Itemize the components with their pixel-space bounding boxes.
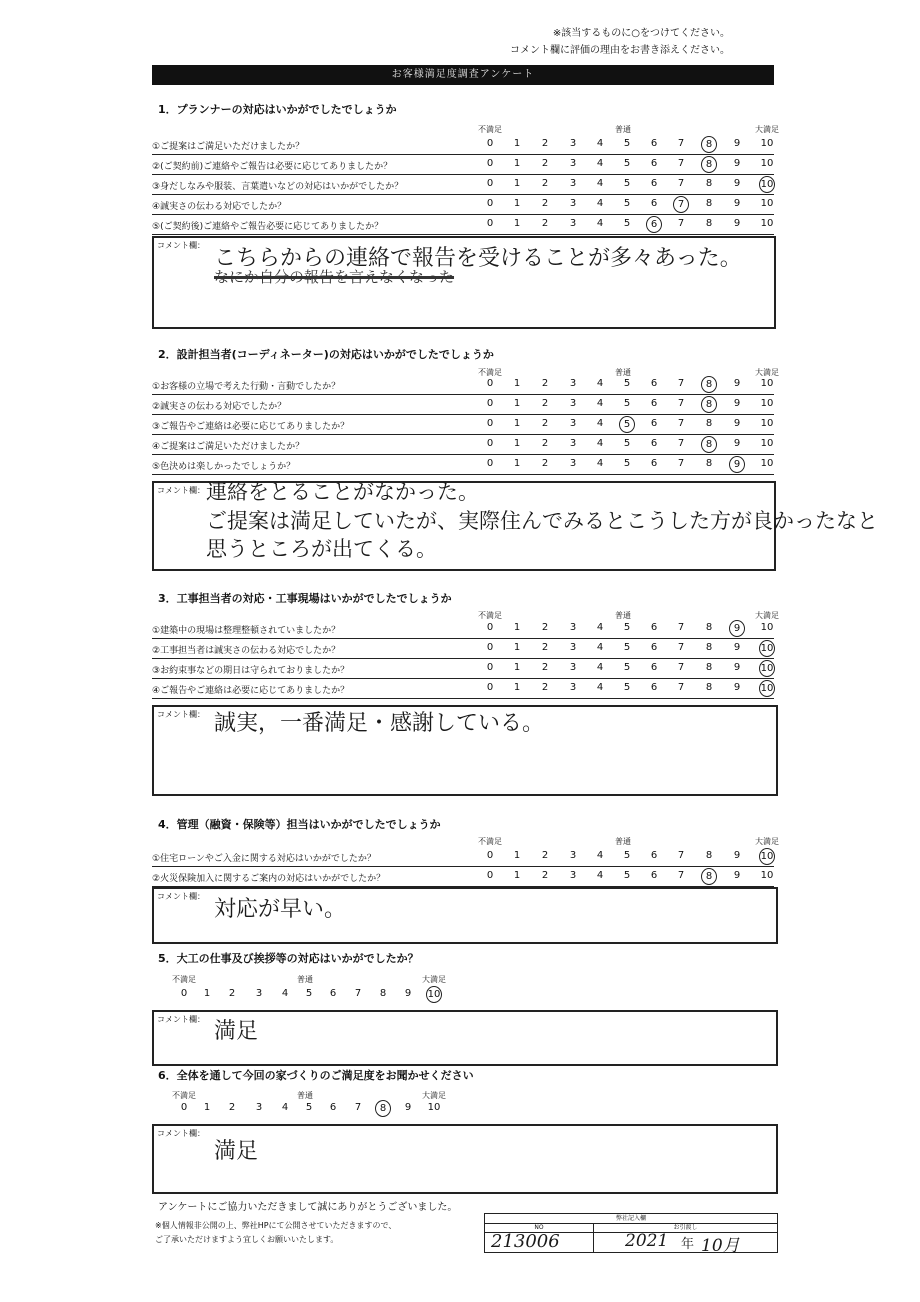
rating-option: 3 <box>569 398 577 409</box>
rating-option: 5 <box>623 178 631 189</box>
question-text: ①建築中の現場は整理整頓されていましたか？ <box>152 626 341 636</box>
question-row <box>152 134 774 155</box>
scale-label-low: 不満足 <box>478 837 502 846</box>
rating-option: 8 <box>705 198 713 209</box>
rating-option: 5 <box>623 218 631 229</box>
rating-option: 9 <box>733 398 741 409</box>
question-row <box>152 154 774 175</box>
question-row <box>152 454 774 475</box>
rating-option: 9 <box>733 198 741 209</box>
rating-option: 5 <box>623 870 631 881</box>
privacy-note-1: ※個人情報非公開の上、弊社HPにて公開させていただきますので、 <box>155 1221 397 1230</box>
rating-option: 6 <box>650 642 658 653</box>
rating-option: 10 <box>760 870 774 881</box>
rating-option: 5 <box>623 158 631 169</box>
selected-rating: 10 <box>426 986 442 1003</box>
rating-option: 6 <box>650 622 658 633</box>
question-text: ②工事担当者は誠実さの伝わる対応でしたか？ <box>152 646 341 656</box>
question-text: ④ご提案はご満足いただけましたか？ <box>152 442 305 452</box>
rating-option: 6 <box>650 178 658 189</box>
rating-option: 4 <box>596 178 604 189</box>
rating-option: 1 <box>513 642 521 653</box>
rating-option: 2 <box>541 378 549 389</box>
rating-option: 1 <box>513 178 521 189</box>
rating-option: 2 <box>541 642 549 653</box>
section-4-title: 4．管理（融資・保険等）担当はいかがでしたでしょうか <box>158 818 441 831</box>
privacy-note-2: ご了承いただけますよう宜しくお願いいたします。 <box>155 1235 339 1244</box>
rating-option: 4 <box>596 398 604 409</box>
rating-option: 9 <box>733 682 741 693</box>
rating-option: 3 <box>569 458 577 469</box>
rating-option: 9 <box>733 138 741 149</box>
rating-option: 0 <box>486 662 494 673</box>
selected-rating: 8 <box>701 376 717 393</box>
struck-out-comment: なにか自分の報告を言えなくなった <box>214 268 455 286</box>
rating-option: 6 <box>650 378 658 389</box>
question-text: ①お客様の立場で考えた行動・言動でしたか？ <box>152 382 341 392</box>
question-text: ②(ご契約前)ご連絡やご報告は必要に応じてありましたか？ <box>152 162 393 172</box>
selected-rating: 10 <box>759 680 775 697</box>
instruction-note-2: コメント欄に評価の理由をお書き添えください。 <box>510 45 730 56</box>
rating-option: 4 <box>596 138 604 149</box>
rating-option: 9 <box>733 438 741 449</box>
rating-option: 8 <box>379 988 387 999</box>
scale-label-low: 不満足 <box>478 368 502 377</box>
rating-option: 8 <box>705 662 713 673</box>
scale-label-mid: 普通 <box>615 368 631 377</box>
rating-option: 9 <box>733 662 741 673</box>
rating-option: 4 <box>596 198 604 209</box>
question-row <box>152 214 774 235</box>
rating-option: 3 <box>569 198 577 209</box>
section-2-title: 2．設計担当者(コーディネーター)の対応はいかがでしたでしょうか <box>158 348 494 361</box>
rating-option: 4 <box>281 1102 289 1113</box>
selected-rating: 8 <box>701 396 717 413</box>
rating-option: 1 <box>513 398 521 409</box>
rating-option: 6 <box>329 1102 337 1113</box>
rating-option: 6 <box>650 682 658 693</box>
rating-option: 6 <box>650 438 658 449</box>
rating-option: 1 <box>513 378 521 389</box>
rating-option: 4 <box>596 438 604 449</box>
question-row <box>152 638 774 659</box>
handwritten-comment: ご提案は満足していたが、実際住んでみるとこうした方が良かったなと <box>206 509 878 533</box>
rating-option: 7 <box>677 850 685 861</box>
question-row <box>152 374 774 395</box>
rating-option: 4 <box>596 418 604 429</box>
rating-option: 5 <box>623 682 631 693</box>
rating-option: 10 <box>760 438 774 449</box>
rating-option: 0 <box>486 138 494 149</box>
rating-option: 9 <box>733 870 741 881</box>
rating-option: 6 <box>650 662 658 673</box>
selected-rating: 8 <box>701 136 717 153</box>
rating-option: 4 <box>596 378 604 389</box>
rating-option: 3 <box>569 218 577 229</box>
question-row <box>152 414 774 435</box>
rating-option: 7 <box>677 398 685 409</box>
rating-option: 10 <box>760 458 774 469</box>
section-3-title: 3．工事担当者の対応・工事現場はいかがでしたでしょうか <box>158 592 452 605</box>
selected-rating: 8 <box>701 156 717 173</box>
question-text: ④誠実さの伝わる対応でしたか？ <box>152 202 287 212</box>
question-text: ②火災保険加入に関するご案内の対応はいかがでしたか？ <box>152 874 386 884</box>
rating-option: 7 <box>677 662 685 673</box>
rating-option: 10 <box>760 218 774 229</box>
rating-option: 8 <box>705 850 713 861</box>
rating-option: 7 <box>677 622 685 633</box>
rating-option: 5 <box>305 988 313 999</box>
rating-option: 1 <box>513 158 521 169</box>
rating-option: 3 <box>569 418 577 429</box>
rating-option: 9 <box>733 158 741 169</box>
rating-option: 10 <box>760 418 774 429</box>
rating-option: 0 <box>486 158 494 169</box>
rating-option: 4 <box>596 458 604 469</box>
scale-label-high: 大満足 <box>755 368 779 377</box>
handover-label: お引渡し <box>594 1223 777 1233</box>
selected-rating: 10 <box>759 848 775 865</box>
question-text: ③お約束事などの期日は守られておりましたか？ <box>152 666 350 676</box>
comment-label: コメント欄： <box>157 710 205 719</box>
rating-option: 5 <box>305 1102 313 1113</box>
handwritten-comment: 連絡をとることがなかった。 <box>206 480 479 504</box>
handwritten-comment: 満足 <box>214 1019 259 1044</box>
rating-option: 8 <box>705 178 713 189</box>
survey-title-bar: お客様満足度調査アンケート <box>152 65 774 85</box>
section-6-title: 6．全体を通して今回の家づくりのご満足度をお聞かせください <box>158 1069 474 1082</box>
rating-option: 2 <box>541 138 549 149</box>
rating-option: 5 <box>623 458 631 469</box>
rating-option: 2 <box>228 1102 236 1113</box>
rating-option: 6 <box>650 198 658 209</box>
rating-option: 2 <box>541 850 549 861</box>
comment-label: コメント欄： <box>157 892 205 901</box>
handwritten-comment: 誠実，一番満足・感謝している。 <box>214 711 545 736</box>
rating-option: 4 <box>281 988 289 999</box>
question-row <box>152 434 774 455</box>
question-text: ⑤色決めは楽しかったでしょうか？ <box>152 462 296 472</box>
question-text: ①住宅ローンやご入金に関する対応はいかがでしたか？ <box>152 854 376 864</box>
rating-option: 4 <box>596 662 604 673</box>
handover-year: 2021 <box>625 1231 669 1251</box>
rating-option: 2 <box>541 198 549 209</box>
rating-option: 2 <box>541 622 549 633</box>
rating-option: 3 <box>569 622 577 633</box>
selected-rating: 5 <box>619 416 635 433</box>
rating-option: 5 <box>623 642 631 653</box>
comment-label: コメント欄： <box>157 241 205 250</box>
rating-option: 4 <box>596 158 604 169</box>
selected-rating: 8 <box>701 868 717 885</box>
rating-option: 9 <box>733 418 741 429</box>
rating-option: 9 <box>404 988 412 999</box>
rating-option: 1 <box>513 138 521 149</box>
selected-rating: 6 <box>646 216 662 233</box>
rating-option: 3 <box>569 158 577 169</box>
scale-label-high: 大満足 <box>755 125 779 134</box>
rating-option: 0 <box>486 418 494 429</box>
rating-option: 0 <box>486 198 494 209</box>
rating-option: 9 <box>733 642 741 653</box>
selected-rating: 10 <box>759 660 775 677</box>
rating-option: 7 <box>677 870 685 881</box>
rating-option: 2 <box>228 988 236 999</box>
scale-label-low: 不満足 <box>172 975 196 984</box>
rating-option: 1 <box>513 438 521 449</box>
rating-option: 5 <box>623 398 631 409</box>
rating-option: 7 <box>677 378 685 389</box>
rating-option: 0 <box>486 378 494 389</box>
rating-option: 3 <box>569 682 577 693</box>
scale-label-high: 大満足 <box>422 1091 446 1100</box>
rating-option: 1 <box>513 458 521 469</box>
rating-option: 6 <box>650 158 658 169</box>
scale-label-mid: 普通 <box>615 837 631 846</box>
rating-option: 3 <box>569 870 577 881</box>
rating-option: 7 <box>677 418 685 429</box>
scale-label-mid: 普通 <box>297 975 313 984</box>
scale-label-mid: 普通 <box>615 125 631 134</box>
selected-rating: 10 <box>759 640 775 657</box>
rating-option: 6 <box>329 988 337 999</box>
rating-option: 6 <box>650 458 658 469</box>
rating-option: 8 <box>705 218 713 229</box>
rating-option: 7 <box>354 988 362 999</box>
question-text: ⑤(ご契約後)ご連絡やご報告必要に応じてありましたか？ <box>152 222 384 232</box>
rating-option: 9 <box>733 378 741 389</box>
rating-option: 1 <box>203 1102 211 1113</box>
rating-option: 8 <box>705 458 713 469</box>
rating-option: 0 <box>486 642 494 653</box>
rating-option: 4 <box>596 850 604 861</box>
rating-option: 2 <box>541 682 549 693</box>
rating-option: 3 <box>569 850 577 861</box>
question-row <box>152 678 774 699</box>
handwritten-comment: 思うところが出てくる。 <box>206 537 437 561</box>
comment-label: コメント欄： <box>157 486 205 495</box>
office-use-header: 弊社記入欄 <box>485 1214 777 1224</box>
scale-label-low: 不満足 <box>172 1091 196 1100</box>
rating-option: 1 <box>513 662 521 673</box>
rating-option: 6 <box>650 850 658 861</box>
rating-option: 1 <box>203 988 211 999</box>
selected-rating: 7 <box>673 196 689 213</box>
handover-month: 10月 <box>701 1236 740 1256</box>
question-text: ④ご報告やご連絡は必要に応じてありましたか？ <box>152 686 350 696</box>
question-row <box>152 658 774 679</box>
rating-option: 3 <box>569 178 577 189</box>
rating-option: 7 <box>677 158 685 169</box>
rating-option: 0 <box>486 458 494 469</box>
rating-option: 10 <box>760 138 774 149</box>
rating-option: 8 <box>705 642 713 653</box>
rating-option: 3 <box>569 138 577 149</box>
rating-option: 10 <box>760 622 774 633</box>
selected-rating: 8 <box>375 1100 391 1117</box>
handwritten-comment: こちらからの連絡で報告を受けることが多々あった。 <box>214 246 742 271</box>
rating-option: 0 <box>486 218 494 229</box>
rating-option: 2 <box>541 158 549 169</box>
rating-option: 0 <box>180 1102 188 1113</box>
rating-option: 1 <box>513 218 521 229</box>
rating-option: 3 <box>255 988 263 999</box>
rating-option: 1 <box>513 870 521 881</box>
rating-option: 2 <box>541 218 549 229</box>
rating-option: 1 <box>513 682 521 693</box>
rating-option: 8 <box>705 622 713 633</box>
section-1-title: 1．プランナーの対応はいかがでしたでしょうか <box>158 103 397 116</box>
rating-option: 2 <box>541 398 549 409</box>
rating-option: 9 <box>733 850 741 861</box>
rating-option: 7 <box>677 138 685 149</box>
rating-option: 3 <box>569 378 577 389</box>
scale-label-mid: 普通 <box>297 1091 313 1100</box>
question-row <box>152 394 774 415</box>
scale-label-mid: 普通 <box>615 611 631 620</box>
comment-label: コメント欄： <box>157 1015 205 1024</box>
selected-rating: 10 <box>759 176 775 193</box>
rating-option: 2 <box>541 458 549 469</box>
rating-option: 6 <box>650 138 658 149</box>
rating-option: 5 <box>623 622 631 633</box>
question-text: ①ご提案はご満足いただけましたか？ <box>152 142 305 152</box>
rating-option: 0 <box>486 682 494 693</box>
rating-option: 4 <box>596 870 604 881</box>
rating-option: 9 <box>733 178 741 189</box>
rating-option: 0 <box>486 438 494 449</box>
scale-label-high: 大満足 <box>755 611 779 620</box>
no-label: NO <box>485 1223 593 1233</box>
rating-option: 5 <box>623 138 631 149</box>
selected-rating: 9 <box>729 620 745 637</box>
rating-option: 10 <box>427 1102 441 1113</box>
rating-option: 10 <box>760 398 774 409</box>
rating-option: 3 <box>569 642 577 653</box>
rating-option: 0 <box>486 870 494 881</box>
rating-option: 3 <box>255 1102 263 1113</box>
rating-option: 5 <box>623 198 631 209</box>
rating-option: 2 <box>541 178 549 189</box>
rating-option: 5 <box>623 850 631 861</box>
rating-option: 0 <box>180 988 188 999</box>
rating-option: 3 <box>569 662 577 673</box>
selected-rating: 8 <box>701 436 717 453</box>
question-row <box>152 194 774 215</box>
question-text: ③身だしなみや服装、言葉遣いなどの対応はいかがでしたか？ <box>152 182 404 192</box>
question-row <box>152 174 774 195</box>
rating-option: 0 <box>486 622 494 633</box>
question-row <box>152 618 774 639</box>
rating-option: 3 <box>569 438 577 449</box>
rating-option: 5 <box>623 378 631 389</box>
rating-option: 6 <box>650 398 658 409</box>
rating-option: 7 <box>677 458 685 469</box>
rating-option: 10 <box>760 158 774 169</box>
handwritten-comment: 満足 <box>214 1139 259 1164</box>
rating-option: 6 <box>650 418 658 429</box>
question-row <box>152 866 774 887</box>
rating-option: 5 <box>623 438 631 449</box>
rating-option: 0 <box>486 178 494 189</box>
thanks-message: アンケートにご協力いただきまして誠にありがとうございました。 <box>158 1202 458 1213</box>
rating-option: 4 <box>596 218 604 229</box>
comment-label: コメント欄： <box>157 1129 205 1138</box>
customer-number: 213006 <box>491 1231 560 1252</box>
handwritten-comment: 対応が早い。 <box>214 897 347 922</box>
rating-option: 10 <box>760 378 774 389</box>
rating-option: 1 <box>513 850 521 861</box>
rating-option: 1 <box>513 622 521 633</box>
rating-option: 2 <box>541 662 549 673</box>
scale-label-low: 不満足 <box>478 125 502 134</box>
rating-option: 7 <box>677 178 685 189</box>
rating-option: 7 <box>677 682 685 693</box>
rating-option: 9 <box>733 218 741 229</box>
rating-option: 1 <box>513 418 521 429</box>
rating-option: 0 <box>486 398 494 409</box>
question-row <box>152 846 774 867</box>
rating-option: 4 <box>596 622 604 633</box>
rating-option: 4 <box>596 682 604 693</box>
rating-option: 10 <box>760 198 774 209</box>
scale-label-high: 大満足 <box>755 837 779 846</box>
year-unit: 年 <box>681 1237 695 1252</box>
section-5-title: 5．大工の仕事及び挨拶等の対応はいかがでしたか？ <box>158 952 419 965</box>
office-use-box <box>484 1213 778 1256</box>
rating-option: 9 <box>404 1102 412 1113</box>
scale-label-high: 大満足 <box>422 975 446 984</box>
selected-rating: 9 <box>729 456 745 473</box>
rating-option: 1 <box>513 198 521 209</box>
scale-label-low: 不満足 <box>478 611 502 620</box>
rating-option: 6 <box>650 870 658 881</box>
question-text: ③ご報告やご連絡は必要に応じてありましたか？ <box>152 422 350 432</box>
rating-option: 7 <box>677 642 685 653</box>
rating-option: 7 <box>677 438 685 449</box>
rating-option: 8 <box>705 682 713 693</box>
rating-option: 8 <box>705 418 713 429</box>
instruction-note-1: ※該当するものに○をつけてください。 <box>552 28 730 39</box>
rating-option: 2 <box>541 438 549 449</box>
rating-option: 5 <box>623 662 631 673</box>
rating-option: 2 <box>541 418 549 429</box>
rating-option: 0 <box>486 850 494 861</box>
rating-option: 2 <box>541 870 549 881</box>
question-text: ②誠実さの伝わる対応でしたか？ <box>152 402 287 412</box>
rating-option: 7 <box>354 1102 362 1113</box>
rating-option: 4 <box>596 642 604 653</box>
rating-option: 7 <box>677 218 685 229</box>
